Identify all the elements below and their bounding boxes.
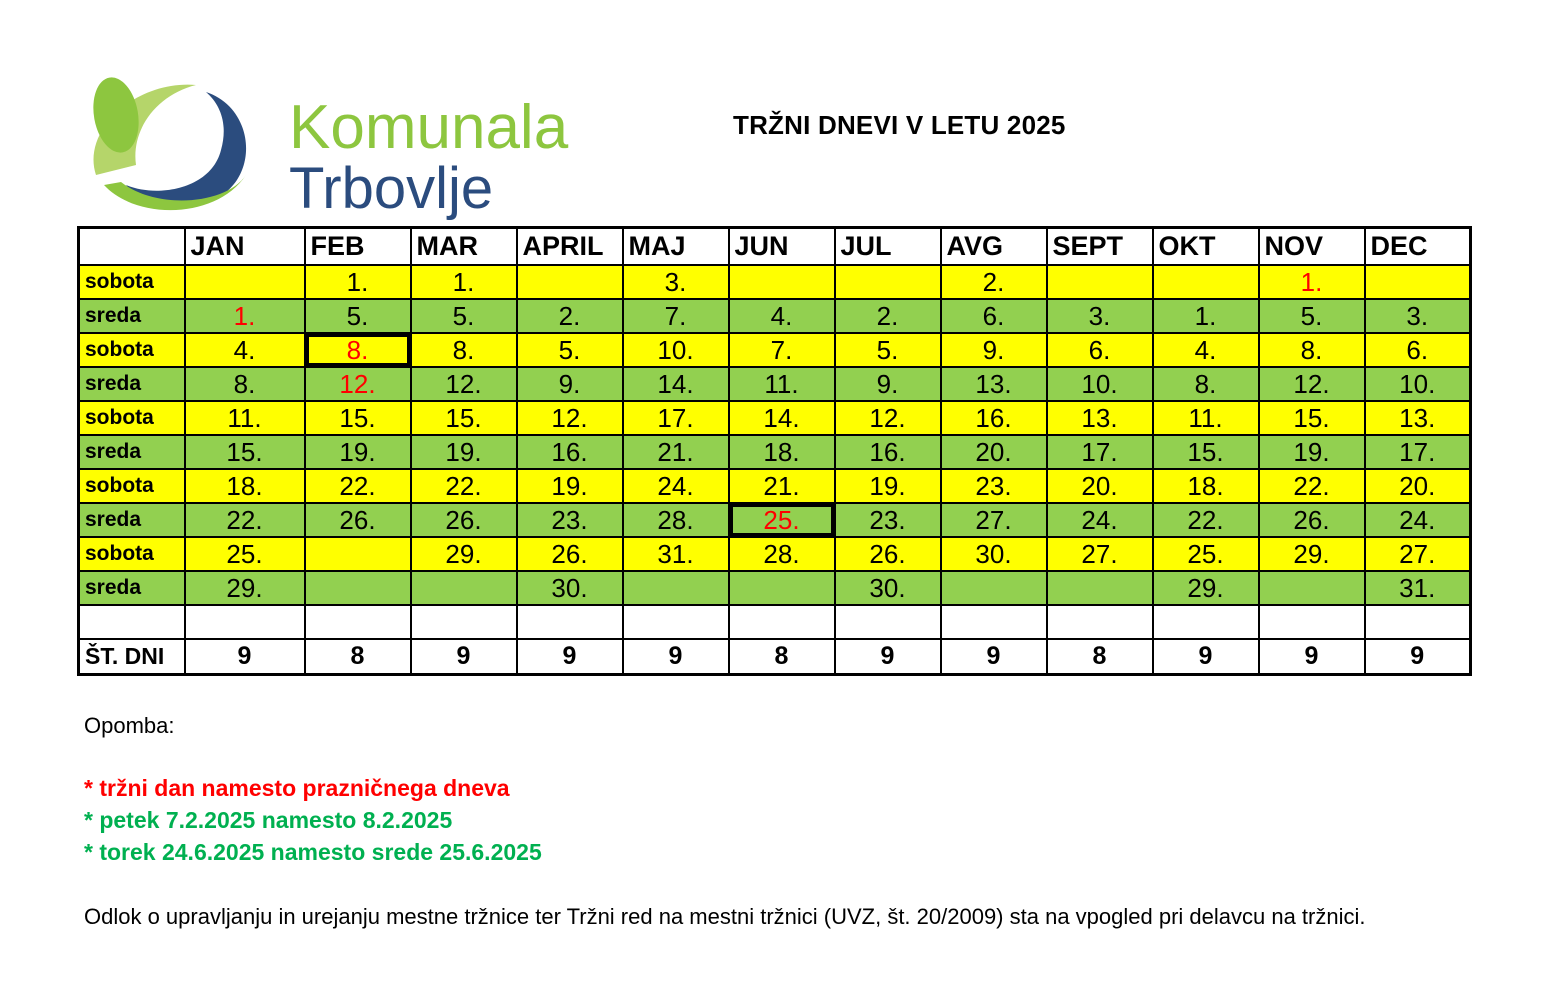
date-cell: 20. (941, 435, 1047, 469)
date-cell: 12. (517, 401, 623, 435)
day-count-cell: 9 (623, 639, 729, 675)
date-cell: 27. (941, 503, 1047, 537)
date-cell: 3. (1365, 299, 1471, 333)
date-cell: 9. (941, 333, 1047, 367)
empty-cell (623, 605, 729, 639)
market-days-table (77, 226, 1472, 676)
date-cell: 3. (1047, 299, 1153, 333)
date-cell: 31. (623, 537, 729, 571)
date-cell: 22. (1259, 469, 1365, 503)
date-cell: 22. (185, 503, 305, 537)
table-row (79, 333, 1471, 367)
header-row (79, 228, 1471, 266)
day-count-cell: 9 (1365, 639, 1471, 675)
date-cell: 11. (729, 367, 835, 401)
table-row (79, 435, 1471, 469)
note-february-change: * petek 7.2.2025 namesto 8.2.2025 (84, 807, 453, 833)
date-cell (305, 571, 411, 605)
date-cell: 15. (411, 401, 517, 435)
table-row (79, 401, 1471, 435)
table-row (79, 571, 1471, 605)
footer-text: Odlok o upravljanju in urejanju mestne tržnice ter Tržni red na mestni tržnici (UVZ, št. 20/2009) sta na vpogled pri delavcu na tržnici. (84, 904, 1366, 929)
weekday-label: sobota (79, 265, 185, 299)
date-cell: 4. (729, 299, 835, 333)
date-cell: 11. (185, 401, 305, 435)
month-header: AVG (941, 228, 1047, 266)
day-count-cell: 9 (517, 639, 623, 675)
month-header: MAJ (623, 228, 729, 266)
date-cell (835, 265, 941, 299)
day-count-cell: 9 (411, 639, 517, 675)
date-cell: 13. (1047, 401, 1153, 435)
date-cell: 24. (1047, 503, 1153, 537)
date-cell: 7. (729, 333, 835, 367)
date-cell: 6. (941, 299, 1047, 333)
month-header: OKT (1153, 228, 1259, 266)
date-cell: 5. (1259, 299, 1365, 333)
page-title: TRŽNI DNEVI V LETU 2025 (733, 110, 1066, 140)
empty-cell (729, 605, 835, 639)
date-cell: 19. (1259, 435, 1365, 469)
empty-cell (411, 605, 517, 639)
date-cell (941, 571, 1047, 605)
corner-cell (79, 228, 185, 266)
date-cell: 12. (411, 367, 517, 401)
date-cell: 4. (1153, 333, 1259, 367)
date-cell: 8. (185, 367, 305, 401)
date-cell: 1. (411, 265, 517, 299)
date-cell (1047, 265, 1153, 299)
table-row (79, 469, 1471, 503)
date-cell: 18. (1153, 469, 1259, 503)
date-cell: 29. (1259, 537, 1365, 571)
date-cell: 25. (185, 537, 305, 571)
date-cell: 21. (623, 435, 729, 469)
date-cell (623, 571, 729, 605)
date-cell: 12. (1259, 367, 1365, 401)
month-header: FEB (305, 228, 411, 266)
date-cell: 6. (1365, 333, 1471, 367)
empty-row (79, 605, 1471, 639)
date-cell: 21. (729, 469, 835, 503)
date-cell: 12. (305, 367, 411, 401)
date-cell: 5. (517, 333, 623, 367)
date-cell: 11. (1153, 401, 1259, 435)
date-cell: 19. (835, 469, 941, 503)
date-cell: 30. (835, 571, 941, 605)
date-cell: 17. (1047, 435, 1153, 469)
date-cell: 17. (1365, 435, 1471, 469)
month-header: APRIL (517, 228, 623, 266)
empty-cell (835, 605, 941, 639)
logo-text-komunala: Komunala (289, 93, 569, 162)
date-cell: 5. (411, 299, 517, 333)
date-cell: 16. (517, 435, 623, 469)
date-cell: 28. (623, 503, 729, 537)
date-cell: 1. (1259, 265, 1365, 299)
date-cell (1365, 265, 1471, 299)
date-cell: 8. (1153, 367, 1259, 401)
day-count-cell: 9 (185, 639, 305, 675)
date-cell: 29. (185, 571, 305, 605)
date-cell: 24. (623, 469, 729, 503)
month-header: JUL (835, 228, 941, 266)
weekday-label: sreda (79, 299, 185, 333)
date-cell: 19. (411, 435, 517, 469)
weekday-label: sreda (79, 571, 185, 605)
empty-cell (1259, 605, 1365, 639)
empty-cell (305, 605, 411, 639)
date-cell: 22. (305, 469, 411, 503)
date-cell: 26. (517, 537, 623, 571)
date-cell: 26. (305, 503, 411, 537)
date-cell (1153, 265, 1259, 299)
date-cell: 29. (1153, 571, 1259, 605)
date-cell: 26. (1259, 503, 1365, 537)
logo-text-trbovlje: Trbovlje (289, 156, 494, 221)
month-header: NOV (1259, 228, 1365, 266)
day-count-cell: 8 (729, 639, 835, 675)
month-header: SEPT (1047, 228, 1153, 266)
empty-cell (79, 605, 185, 639)
empty-cell (185, 605, 305, 639)
date-cell: 3. (623, 265, 729, 299)
date-cell: 4. (185, 333, 305, 367)
date-cell (729, 265, 835, 299)
note-june-change: * torek 24.6.2025 namesto srede 25.6.2025 (84, 839, 542, 865)
date-cell: 7. (623, 299, 729, 333)
date-cell: 15. (185, 435, 305, 469)
date-cell: 26. (835, 537, 941, 571)
date-cell: 31. (1365, 571, 1471, 605)
date-cell: 2. (941, 265, 1047, 299)
day-count-cell: 9 (941, 639, 1047, 675)
day-count-cell: 9 (1153, 639, 1259, 675)
date-cell: 22. (1153, 503, 1259, 537)
date-cell (729, 571, 835, 605)
date-cell: 16. (941, 401, 1047, 435)
date-cell: 20. (1047, 469, 1153, 503)
weekday-label: sreda (79, 503, 185, 537)
date-cell: 20. (1365, 469, 1471, 503)
komunala-trbovlje-logo (76, 70, 636, 225)
date-cell: 26. (411, 503, 517, 537)
date-cell: 9. (835, 367, 941, 401)
weekday-label: sreda (79, 367, 185, 401)
weekday-label: sobota (79, 333, 185, 367)
table-row (79, 299, 1471, 333)
date-cell: 16. (835, 435, 941, 469)
empty-cell (1047, 605, 1153, 639)
date-cell (185, 265, 305, 299)
date-cell: 24. (1365, 503, 1471, 537)
date-cell: 14. (729, 401, 835, 435)
date-cell: 22. (411, 469, 517, 503)
date-cell: 1. (1153, 299, 1259, 333)
date-cell: 23. (941, 469, 1047, 503)
date-cell: 19. (305, 435, 411, 469)
date-cell: 18. (185, 469, 305, 503)
date-cell: 15. (305, 401, 411, 435)
date-cell: 15. (1259, 401, 1365, 435)
date-cell: 15. (1153, 435, 1259, 469)
weekday-label: sobota (79, 469, 185, 503)
date-cell: 8. (411, 333, 517, 367)
day-count-cell: 8 (1047, 639, 1153, 675)
empty-cell (1365, 605, 1471, 639)
date-cell: 30. (517, 571, 623, 605)
date-cell: 14. (623, 367, 729, 401)
day-count-cell: 8 (305, 639, 411, 675)
date-cell (517, 265, 623, 299)
table-row (79, 367, 1471, 401)
day-count-cell: 9 (835, 639, 941, 675)
table-row (79, 503, 1471, 537)
date-cell: 2. (835, 299, 941, 333)
date-cell: 10. (623, 333, 729, 367)
date-cell: 27. (1365, 537, 1471, 571)
date-cell: 5. (835, 333, 941, 367)
empty-cell (517, 605, 623, 639)
note-holiday-replacement: * tržni dan namesto prazničnega dneva (84, 775, 510, 801)
date-cell: 13. (941, 367, 1047, 401)
date-cell: 29. (411, 537, 517, 571)
date-cell: 25. (729, 503, 835, 537)
weekday-label: sobota (79, 537, 185, 571)
date-cell: 30. (941, 537, 1047, 571)
date-cell: 1. (185, 299, 305, 333)
date-cell: 5. (305, 299, 411, 333)
date-cell (1259, 571, 1365, 605)
table-row (79, 265, 1471, 299)
date-cell (1047, 571, 1153, 605)
date-cell: 9. (517, 367, 623, 401)
date-cell (305, 537, 411, 571)
date-cell: 28. (729, 537, 835, 571)
date-cell: 13. (1365, 401, 1471, 435)
date-cell: 6. (1047, 333, 1153, 367)
month-header: DEC (1365, 228, 1471, 266)
date-cell: 25. (1153, 537, 1259, 571)
date-cell: 27. (1047, 537, 1153, 571)
date-cell: 17. (623, 401, 729, 435)
count-row (79, 639, 1471, 675)
day-count-cell: 9 (1259, 639, 1365, 675)
date-cell: 1. (305, 265, 411, 299)
date-cell: 19. (517, 469, 623, 503)
note-label: Opomba: (84, 713, 175, 738)
empty-cell (941, 605, 1047, 639)
date-cell (411, 571, 517, 605)
empty-cell (1153, 605, 1259, 639)
weekday-label: sreda (79, 435, 185, 469)
date-cell: 10. (1365, 367, 1471, 401)
date-cell: 12. (835, 401, 941, 435)
count-label: ŠT. DNI (79, 639, 185, 675)
weekday-label: sobota (79, 401, 185, 435)
date-cell: 18. (729, 435, 835, 469)
date-cell: 2. (517, 299, 623, 333)
month-header: MAR (411, 228, 517, 266)
date-cell: 23. (835, 503, 941, 537)
date-cell: 8. (305, 333, 411, 367)
month-header: JUN (729, 228, 835, 266)
date-cell: 10. (1047, 367, 1153, 401)
date-cell: 23. (517, 503, 623, 537)
table-row (79, 537, 1471, 571)
date-cell: 8. (1259, 333, 1365, 367)
month-header: JAN (185, 228, 305, 266)
